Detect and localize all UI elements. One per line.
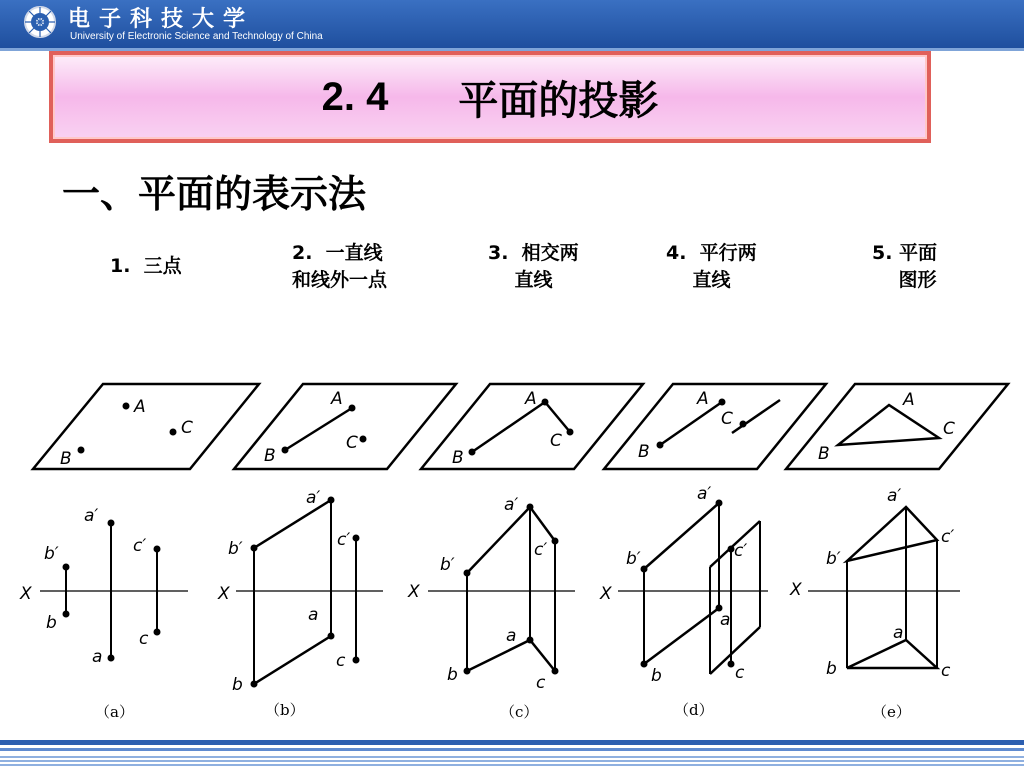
method-label-3: 3. 相交两 直线: [488, 242, 579, 291]
label-b-e: b: [826, 659, 837, 679]
view-a-3d: [78, 403, 177, 454]
label-a-b: a: [308, 605, 319, 625]
label-B-a: B: [60, 449, 72, 469]
label-b-prime-e: b′: [826, 549, 841, 569]
caption-e: （e）: [872, 703, 911, 721]
label-c-prime-e: c′: [941, 527, 955, 547]
label-A-c: A: [525, 389, 537, 409]
label-b-prime-a: b′: [44, 544, 59, 564]
label-b-a: b: [46, 613, 57, 633]
label-a-prime-b: a′: [306, 488, 321, 508]
label-c-prime-b: c′: [337, 530, 351, 550]
label-b-d: b: [651, 666, 662, 686]
label-C-c: C: [550, 431, 562, 451]
label-B-d: B: [638, 442, 650, 462]
method-label-2: 2. 一直线 和线外一点: [292, 242, 388, 291]
view-c-projection: [464, 504, 559, 675]
label-a-d: a: [720, 610, 731, 630]
label-c-c: c: [536, 673, 546, 693]
footer-stripe-1: [0, 740, 1024, 745]
label-c-d: c: [735, 663, 745, 683]
footer-stripe-2: [0, 748, 1024, 751]
university-name-en: University of Electronic Science and Technology of China: [70, 31, 323, 42]
method-label-5: 5. 平面 图形: [872, 242, 938, 291]
axis-X-e: X: [790, 580, 802, 600]
label-B-b: B: [264, 446, 276, 466]
label-B-e: B: [818, 444, 830, 464]
method-label-1: 1. 三点: [110, 255, 182, 277]
label-a-e: a: [893, 623, 904, 643]
label-c-prime-d: c′: [734, 541, 748, 561]
label-b-prime-d: b′: [626, 549, 641, 569]
view-e-3d: [838, 405, 939, 445]
view-e-projection: [847, 507, 937, 668]
label-C-a: C: [181, 418, 193, 438]
label-a-prime-c: a′: [504, 495, 519, 515]
method-label-4: 4. 平行两 直线: [666, 242, 757, 291]
label-a-a: a: [92, 647, 103, 667]
label-A-e: A: [903, 390, 915, 410]
caption-a: （a）: [95, 703, 134, 721]
caption-b: （b）: [265, 701, 305, 719]
label-B-c: B: [452, 448, 464, 468]
university-name-cn: 电子科技大学: [68, 6, 255, 32]
title-text: 平面的投影: [458, 78, 659, 123]
label-c-prime-a: c′: [133, 536, 147, 556]
label-C-e: C: [943, 419, 955, 439]
label-c-prime-c: c′: [534, 540, 548, 560]
view-d-3d: [657, 399, 781, 449]
label-c-b: c: [336, 651, 346, 671]
label-b-prime-b: b′: [228, 539, 243, 559]
label-C-b: C: [346, 433, 358, 453]
footer-stripe-3: [0, 754, 1024, 768]
label-a-prime-a: a′: [84, 506, 99, 526]
caption-d: （d）: [674, 701, 714, 719]
title-number: 2. 4: [321, 74, 389, 119]
label-a-c: a: [506, 626, 517, 646]
label-a-prime-d: a′: [697, 484, 712, 504]
label-b-c: b: [447, 665, 458, 685]
axis-X-c: X: [408, 582, 420, 602]
label-A-d: A: [697, 389, 709, 409]
label-A-a: A: [134, 397, 146, 417]
axis-X-b: X: [218, 584, 230, 604]
label-b-prime-c: b′: [440, 555, 455, 575]
axis-X-a: X: [20, 584, 32, 604]
label-A-b: A: [331, 389, 343, 409]
axis-X-d: X: [600, 584, 612, 604]
view-d-projection: [641, 500, 761, 675]
label-c-e: c: [941, 661, 951, 681]
label-b-b: b: [232, 675, 243, 695]
label-a-prime-e: a′: [887, 486, 902, 506]
section-heading: 一、平面的表示法: [62, 172, 367, 216]
caption-c: （c）: [500, 703, 539, 721]
label-C-d: C: [721, 409, 733, 429]
label-c-a: c: [139, 629, 149, 649]
